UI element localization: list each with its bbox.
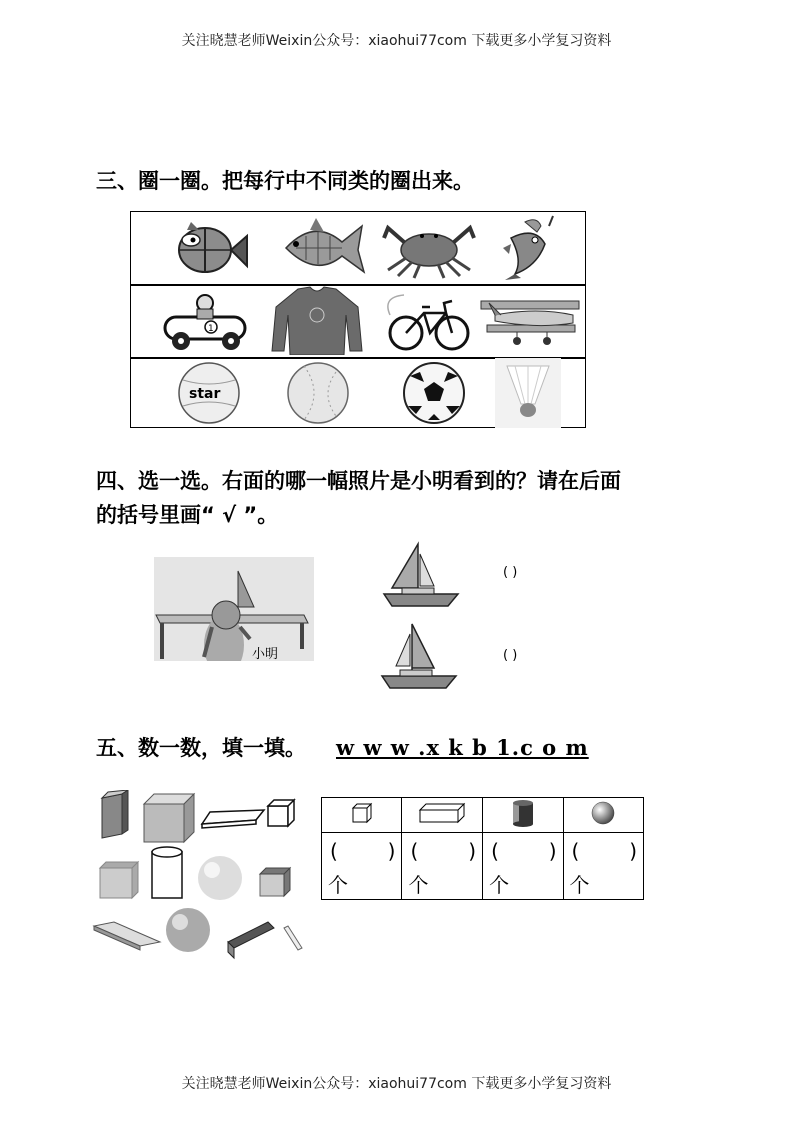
airplane-icon bbox=[477, 285, 587, 355]
cartoon-fish-icon bbox=[475, 212, 585, 282]
count-table bbox=[321, 797, 644, 900]
sphere-column-header bbox=[563, 798, 643, 833]
cylinder-column-header bbox=[483, 798, 563, 833]
svg-text:1: 1 bbox=[208, 324, 214, 334]
sphere-icon bbox=[590, 800, 616, 826]
cube-column-header bbox=[322, 798, 402, 833]
cube-count-cell[interactable]: ( ) 个 bbox=[322, 833, 402, 900]
baseball-ball-icon bbox=[264, 358, 374, 428]
crab-icon bbox=[374, 212, 484, 282]
cuboid-icon bbox=[416, 800, 468, 826]
cube-icon bbox=[349, 800, 375, 826]
shuttlecock-icon bbox=[495, 358, 561, 428]
section3-title: 三、圈一圈。把每行中不同类的圈出来。 bbox=[96, 169, 474, 193]
option-1-paren[interactable]: ( ) bbox=[503, 565, 518, 580]
scene-image bbox=[154, 557, 314, 661]
boat-option-2-image bbox=[378, 620, 460, 692]
grid-row-sea bbox=[131, 212, 585, 286]
classification-grid bbox=[130, 211, 586, 428]
sweater-icon bbox=[262, 285, 372, 355]
cylinder-count-cell[interactable]: ( ) 个 bbox=[483, 833, 563, 900]
section5-title: 五、数一数，填一填。 bbox=[96, 736, 306, 760]
option-2-paren[interactable]: ( ) bbox=[503, 648, 518, 663]
volleyball-icon bbox=[153, 358, 263, 428]
cuboid-column-header bbox=[402, 798, 483, 833]
sphere-count-cell[interactable]: ( ) 个 bbox=[563, 833, 643, 900]
cylinder-icon bbox=[510, 798, 536, 828]
fish-toy-icon bbox=[153, 212, 263, 282]
boat-option-1-image bbox=[378, 540, 460, 610]
page-footer: 关注晓慧老师Weixin公众号：xiaohui77com 下载更多小学复习资料 bbox=[181, 1076, 612, 1092]
unit-label: 个 bbox=[328, 873, 348, 897]
fish-icon bbox=[266, 212, 376, 282]
unit-label: 个 bbox=[408, 873, 429, 897]
svg-text:star: star bbox=[189, 386, 221, 402]
grid-row-vehicles bbox=[131, 285, 585, 359]
soccer-ball-icon bbox=[380, 358, 490, 428]
scene-label: 小明 bbox=[252, 647, 279, 662]
unit-label: 个 bbox=[569, 873, 590, 897]
section4-title-line1: 四、选一选。右面的哪一幅照片是小明看到的？请在后面 bbox=[96, 469, 621, 493]
cuboid-count-cell[interactable]: ( ) 个 bbox=[402, 833, 483, 900]
section4-title-line2: 的括号里画“ √ ”。 bbox=[96, 503, 279, 527]
bicycle-icon bbox=[374, 285, 484, 355]
page-header: 关注晓慧老师Weixin公众号：xiaohui77com 下载更多小学复习资料 bbox=[181, 33, 612, 49]
solids-picture bbox=[92, 790, 312, 965]
grid-row-balls bbox=[131, 358, 585, 430]
race-car-icon bbox=[153, 285, 263, 355]
unit-label: 个 bbox=[489, 873, 510, 897]
watermark-link: w w w .x k b 1.c o m bbox=[336, 735, 589, 760]
